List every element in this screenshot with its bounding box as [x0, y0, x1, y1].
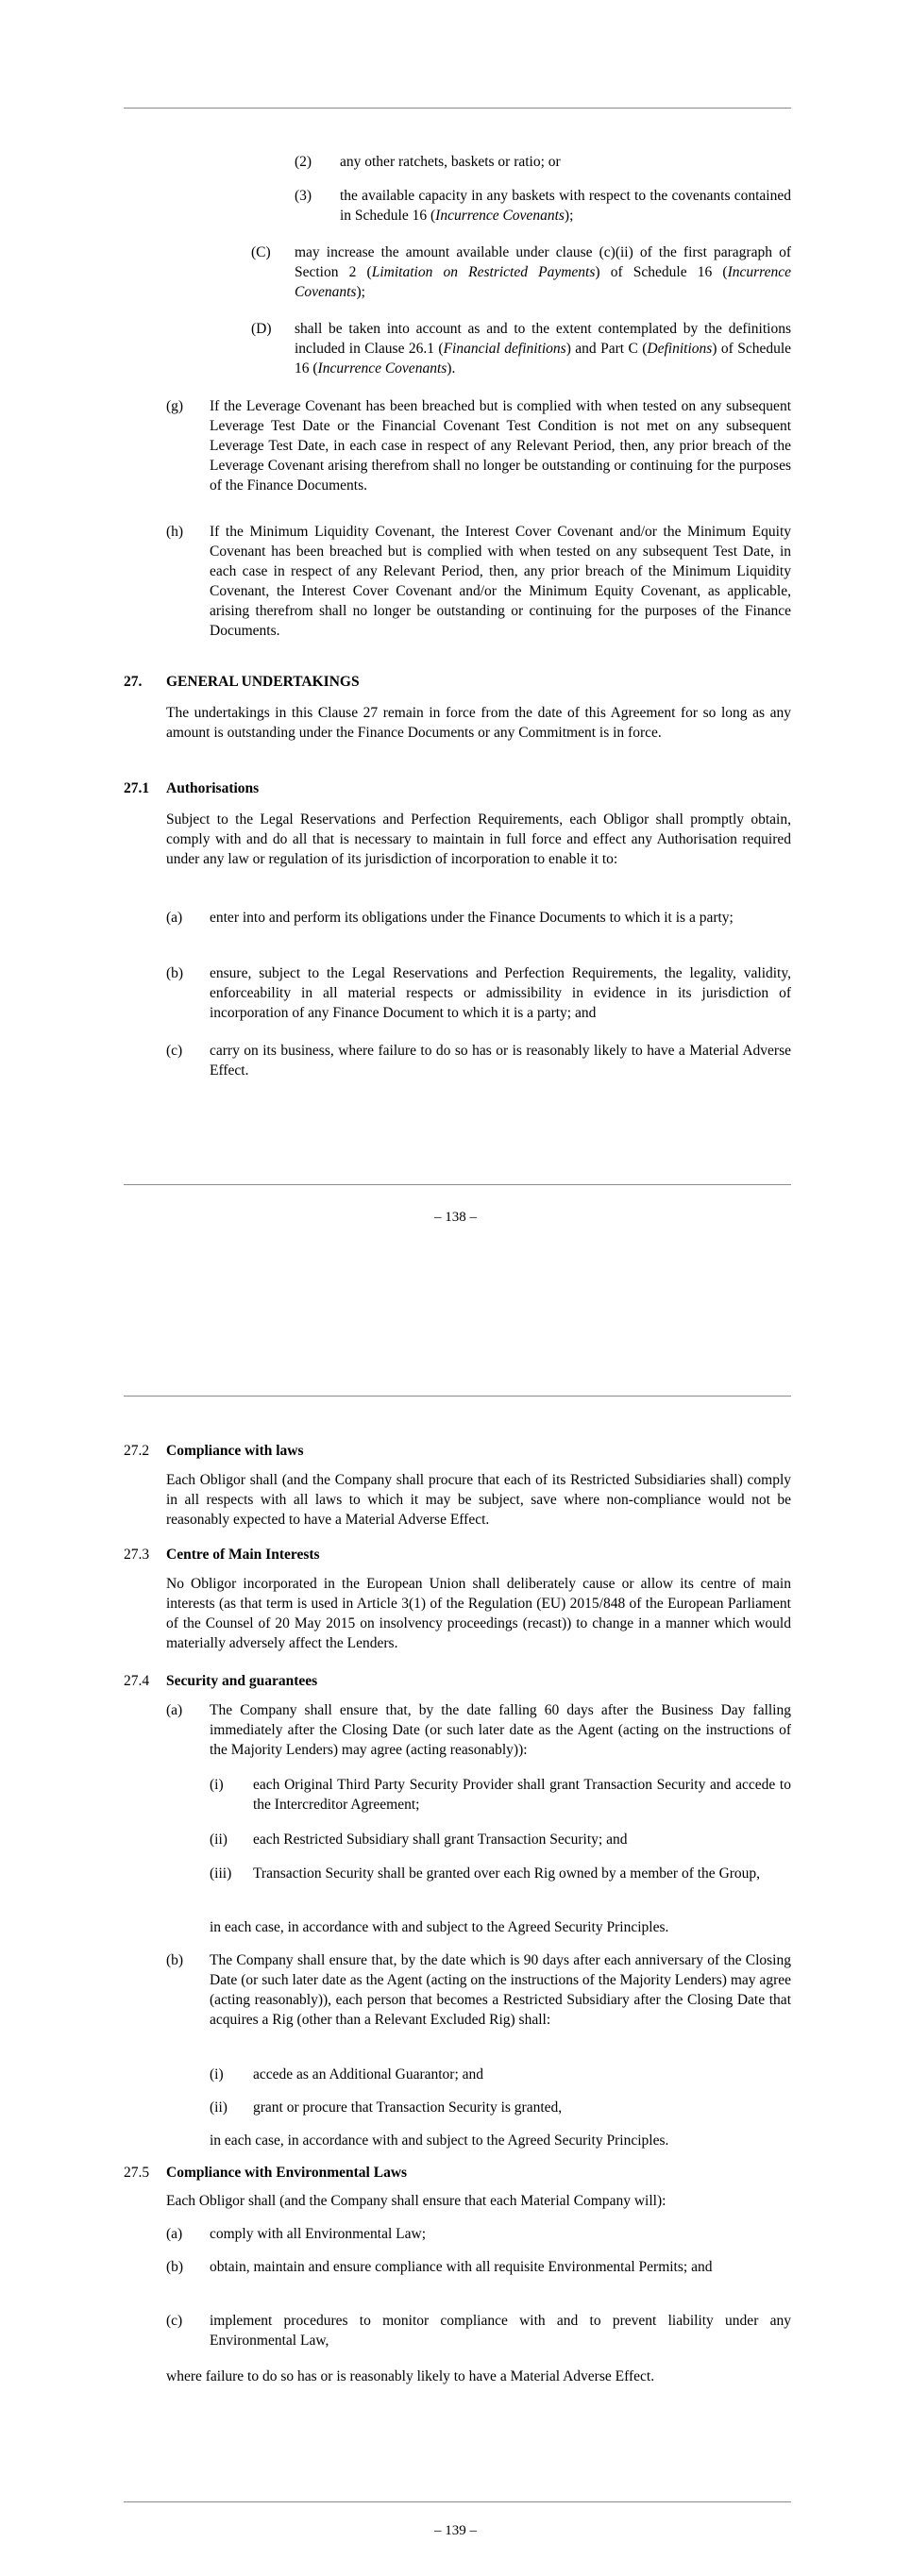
item-text: If the Leverage Covenant has been breached but is complied with when tested on any subsequent Leverage Test Date or the Financial Covenant Test Condition is not met on any subsequent Leverage Test Date, in each case in respect of any Relevant Period, then, any prior breach of the Leverage Covenant arising therefrom shall no longer be outstanding or continuing for the purposes of the Finance Documents. — [210, 398, 791, 493]
item-text: implement procedures to monitor compliance with and to prevent liability under any Environmental Law, — [210, 2313, 791, 2349]
clause-title: Authorisations — [166, 780, 260, 796]
item-text: comply with all Environmental Law; — [210, 2226, 427, 2242]
page-number: – 138 – — [434, 1210, 477, 1225]
clause-title: Centre of Main Interests — [166, 1547, 320, 1563]
item-label: (b) — [166, 2259, 184, 2275]
item-label: (D) — [251, 321, 272, 337]
clause-text: Subject to the Legal Reservations and Perfection Requirements, each Obligor shall promptly obtain, comply with and do all that is necessary to maintain in full force and effect any Authorisation required under any law or regulation of its jurisdiction of incorporation to enable it to: — [166, 811, 791, 867]
item-text: the available capacity in any baskets with respect to the covenants contained in Schedule 16 (Incurrence Covenants); — [340, 188, 791, 224]
footer-rule — [124, 1184, 791, 1185]
item-text: shall be taken into account as and to the extent contemplated by the definitions included in Clause 26.1 (Financial definitions) and Part C (Definitions) of Schedule 16 (Incurrence Covenants). — [295, 321, 792, 376]
clause-title: GENERAL UNDERTAKINGS — [166, 674, 360, 690]
item-label: (g) — [166, 398, 184, 414]
clause-number: 27.4 — [124, 1673, 150, 1689]
item-tail-text: in each case, in accordance with and subject to the Agreed Security Principles. — [210, 1919, 669, 1935]
item-text: The Company shall ensure that, by the date falling 60 days after the Business Day falling immediately after the Closing Date (or such later date as the Agent (acting on the instructions of the Majority Lenders) may agree (acting reasonably)): — [210, 1702, 791, 1758]
page-139 — [0, 1288, 911, 2576]
item-label: (a) — [166, 1702, 183, 1718]
item-text: may increase the amount available under clause (c)(ii) of the first paragraph of Section 2 (Limitation on Restricted Payments) of Schedule 16 (Incurrence Covenants); — [295, 244, 791, 300]
clause-number: 27. — [124, 674, 143, 690]
clause-number: 27.2 — [124, 1443, 150, 1459]
item-text: The Company shall ensure that, by the date which is 90 days after each anniversary of the Closing Date (or such later date as the Agent (acting on the instructions of the Majority Lenders) may agree (acting reasonably)), each person that becomes a Restricted Subsidiary after the Closing Date that acquires a Rig (other than a Relevant Excluded Rig) shall: — [210, 1952, 791, 2028]
clause-title: Compliance with laws — [166, 1443, 304, 1459]
item-label: (a) — [166, 2226, 183, 2242]
item-label: (C) — [251, 244, 271, 260]
clause-text: Each Obligor shall (and the Company shall procure that each of its Restricted Subsidiaries shall) comply in all respects with all laws to which it may be subject, save where non-compliance would not be reasonably expected to have a Material Adverse Effect. — [166, 1472, 791, 1528]
clause-title: Compliance with Environmental Laws — [166, 2165, 408, 2181]
item-text: obtain, maintain and ensure compliance with all requisite Environmental Permits; and — [210, 2259, 713, 2275]
item-label: (ii) — [210, 1832, 228, 1848]
item-text: enter into and perform its obligations under the Finance Documents to which it is a party; — [210, 910, 734, 926]
item-label: (h) — [166, 524, 184, 540]
header-rule — [124, 108, 791, 109]
clause-text: The undertakings in this Clause 27 remain in force from the date of this Agreement for so long as any amount is outstanding under the Finance Documents or any Commitment is in force. — [166, 705, 791, 741]
item-label: (c) — [166, 1043, 183, 1059]
item-text: ensure, subject to the Legal Reservations and Perfection Requirements, the legality, validity, enforceability in all material respects or admissibility in evidence in its jurisdiction of incorporation of any Finance Document to which it is a party; and — [210, 965, 791, 1021]
item-tail-text: in each case, in accordance with and subject to the Agreed Security Principles. — [210, 2133, 669, 2149]
item-label: (a) — [166, 910, 183, 926]
clause-title: Security and guarantees — [166, 1673, 318, 1689]
item-label: (b) — [166, 965, 184, 981]
clause-number: 27.1 — [124, 780, 150, 796]
item-label: (b) — [166, 1952, 184, 1968]
item-label: (i) — [210, 2066, 224, 2083]
item-label: (3) — [295, 188, 312, 204]
item-text: Transaction Security shall be granted over each Rig owned by a member of the Group, — [253, 1865, 761, 1882]
item-text: accede as an Additional Guarantor; and — [253, 2066, 484, 2083]
item-text: carry on its business, where failure to do so has or is reasonably likely to have a Material Adverse Effect. — [210, 1043, 791, 1079]
closing-text: where failure to do so has or is reasonably likely to have a Material Adverse Effect. — [166, 2368, 655, 2384]
item-text: any other ratchets, baskets or ratio; or — [340, 154, 561, 170]
item-label: (iii) — [210, 1865, 232, 1882]
clause-text: Each Obligor shall (and the Company shall ensure that each Material Company will): — [166, 2193, 666, 2209]
clause-text: No Obligor incorporated in the European Union shall deliberately cause or allow its centre of main interests (as that term is used in Article 3(1) of the Regulation (EU) 2015/848 of the European Parliament of the Counsel of 20 May 2015 on insolvency proceedings (recast)) to change in a manner which would materially adversely affect the Lenders. — [166, 1576, 791, 1651]
footer-rule — [124, 2501, 791, 2502]
item-text: grant or procure that Transaction Security is granted, — [253, 2099, 563, 2116]
item-text: each Original Third Party Security Provider shall grant Transaction Security and accede to the Intercreditor Agreement; — [253, 1777, 791, 1813]
item-label: (ii) — [210, 2099, 228, 2116]
item-label: (2) — [295, 154, 312, 170]
item-text: If the Minimum Liquidity Covenant, the Interest Cover Covenant and/or the Minimum Equity Covenant has been breached but is complied with when tested on any subsequent Test Date, in each case in respect of any Relevant Period, then, any prior breach of the Minimum Liquidity Covenant, the Interest Cover Covenant and/or the Minimum Equity Covenant, as applicable, arising therefrom shall no longer be outstanding or continuing for the purposes of the Finance Documents. — [210, 524, 791, 639]
item-label: (i) — [210, 1777, 224, 1793]
header-rule — [124, 1396, 791, 1397]
page-number: – 139 – — [434, 2523, 477, 2538]
clause-number: 27.5 — [124, 2165, 150, 2181]
clause-number: 27.3 — [124, 1547, 150, 1563]
item-text: each Restricted Subsidiary shall grant Transaction Security; and — [253, 1832, 628, 1848]
item-label: (c) — [166, 2313, 183, 2329]
